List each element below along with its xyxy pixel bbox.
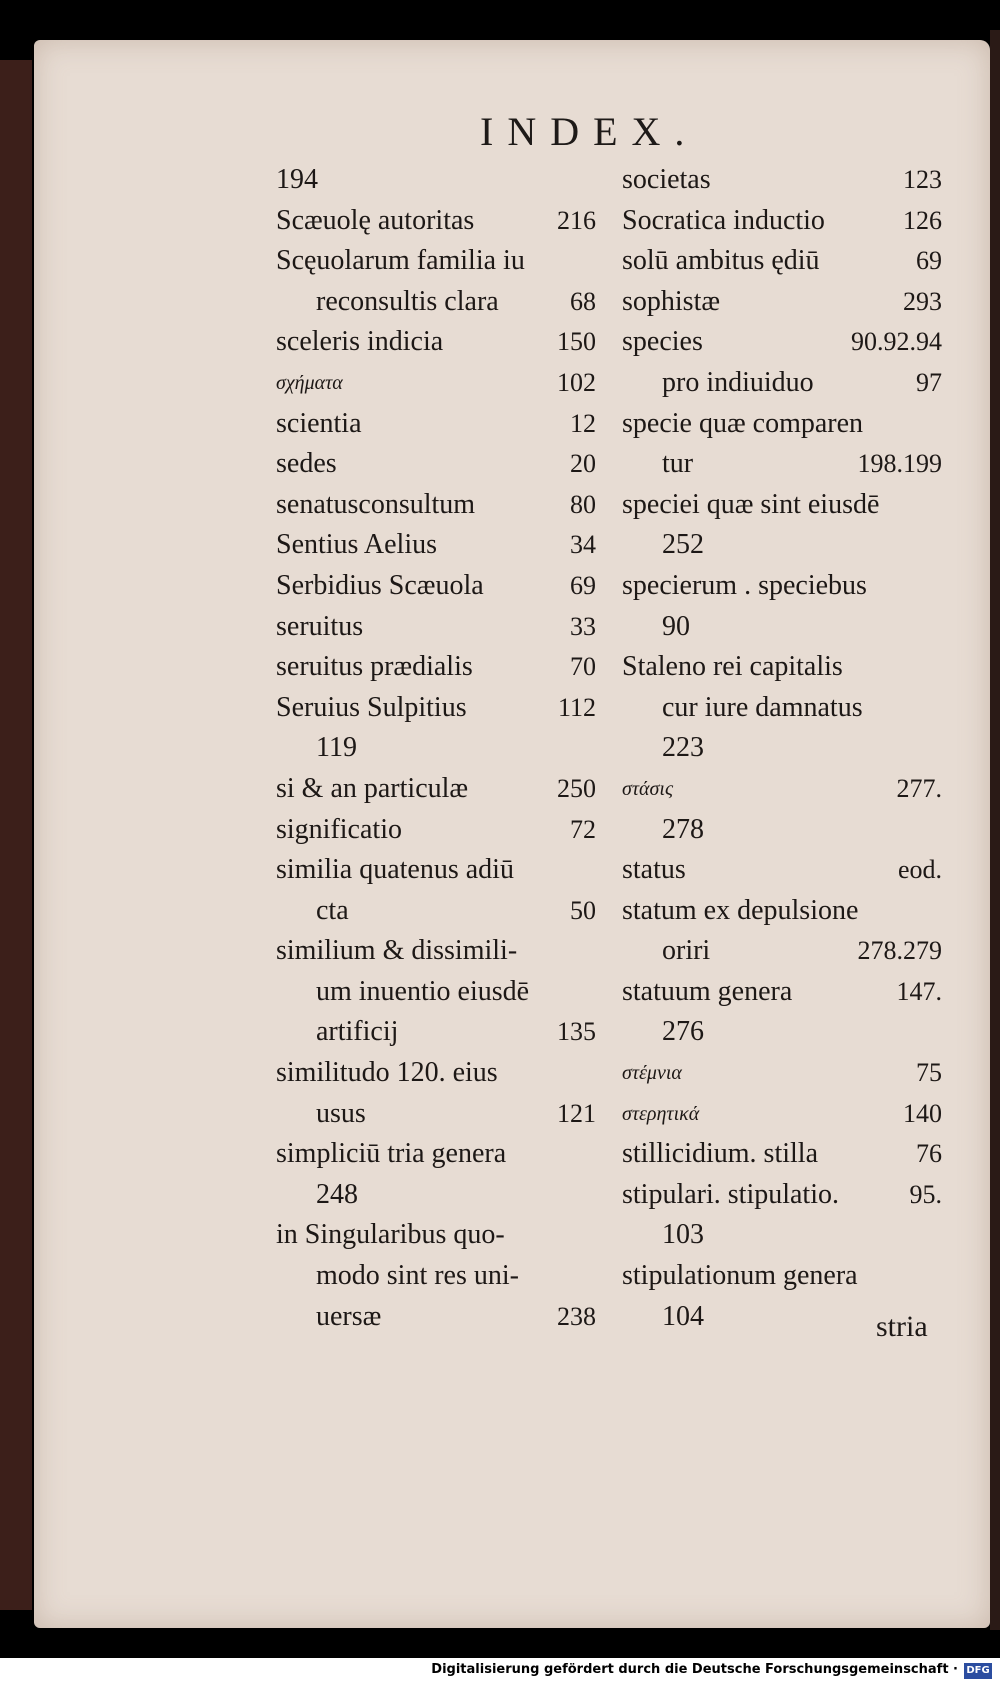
index-term: si & an particulæ: [276, 772, 469, 804]
index-term: Staleno rei capitalis: [622, 651, 843, 683]
index-term: statum ex depulsione: [622, 894, 859, 926]
index-entry: [276, 1053, 596, 1094]
index-term: sedes: [276, 448, 337, 480]
index-entry: [622, 1256, 942, 1297]
page-reference: 123: [903, 165, 942, 194]
index-entry: [622, 363, 942, 404]
index-entry: [276, 241, 596, 282]
index-entry: [622, 688, 942, 729]
index-entry: [276, 931, 596, 972]
index-entry: [622, 647, 942, 688]
index-term: στερητικά: [622, 1102, 700, 1125]
index-entry: [622, 485, 942, 526]
page-reference: 278.279: [857, 936, 942, 966]
index-entry: [276, 160, 596, 201]
book-edge-right: [990, 30, 1000, 1630]
page-reference: 150: [557, 327, 596, 357]
index-entry: [276, 363, 596, 404]
index-entry: [276, 322, 596, 363]
index-term: 194: [276, 164, 318, 195]
index-term: societas: [622, 164, 711, 195]
index-column-right: [622, 160, 942, 1337]
index-entry: [276, 972, 596, 1013]
index-entry: [622, 769, 942, 810]
index-term: stipulationum genera: [622, 1260, 858, 1292]
page-reference: 69: [916, 246, 942, 276]
index-entry: [622, 322, 942, 363]
index-entry: [622, 201, 942, 242]
page-reference: 140: [903, 1098, 942, 1128]
page-reference: 238: [557, 1301, 596, 1331]
index-term: 119: [316, 732, 357, 764]
index-entry: [276, 647, 596, 688]
index-entry: [622, 931, 942, 972]
index-term: Scęuolarum familia iu: [276, 245, 525, 277]
index-term: stipulari. stipulatio.: [622, 1178, 839, 1210]
index-entry: [622, 891, 942, 932]
page-reference: 216: [557, 205, 596, 235]
index-term: similium & dissimili-: [276, 935, 518, 967]
index-term: σχήματα: [276, 371, 343, 394]
index-term: oriri: [662, 935, 711, 967]
index-term: 104: [662, 1300, 704, 1332]
index-term: cta: [316, 894, 349, 926]
index-entry: [622, 810, 942, 851]
index-term: Socratica inductio: [622, 204, 825, 236]
index-entry: [276, 1297, 596, 1338]
index-entry: [622, 1094, 942, 1135]
index-term: seruitus prædialis: [276, 651, 473, 683]
page-reference: 69: [570, 570, 596, 600]
index-entry: [276, 769, 596, 810]
index-term: status: [622, 854, 686, 886]
index-entry: [622, 241, 942, 282]
index-term: speciei quæ sint eiusdē: [622, 488, 880, 520]
page-reference: 112: [557, 692, 596, 722]
index-term: sophistæ: [622, 285, 721, 317]
index-entry: [622, 566, 942, 607]
index-entry: [276, 850, 596, 891]
index-term: significatio: [276, 813, 402, 845]
index-term: reconsultis clara: [316, 285, 499, 317]
index-term: similia quatenus adiū: [276, 854, 514, 886]
index-entry: [622, 160, 942, 201]
dfg-logo: DFG: [964, 1663, 992, 1679]
index-term: artificij: [316, 1016, 399, 1048]
page-reference: 50: [570, 895, 596, 925]
page-reference: 72: [570, 814, 596, 844]
index-entry: [622, 1215, 942, 1256]
index-entry: [276, 566, 596, 607]
page-reference: 90.92.94: [851, 327, 942, 357]
index-term: species: [622, 326, 703, 358]
index-term: scientia: [276, 407, 362, 439]
index-term: 248: [316, 1178, 358, 1210]
index-term: 278: [662, 813, 704, 845]
page-reference: 68: [570, 286, 596, 316]
index-term: 223: [662, 732, 704, 764]
index-entry: [276, 891, 596, 932]
index-entry: [276, 1256, 596, 1297]
page-reference: 75: [916, 1058, 942, 1088]
page-reference: eod.: [897, 855, 942, 885]
index-term: in Singularibus quo-: [276, 1219, 505, 1251]
index-entry: [622, 444, 942, 485]
page-reference: 277.: [896, 773, 942, 803]
index-entry: [622, 404, 942, 445]
index-term: specie quæ comparen: [622, 407, 864, 439]
index-entry: [276, 607, 596, 648]
index-term: um inuentio eiusdē: [316, 975, 530, 1007]
index-term: cur iure damnatus: [662, 691, 863, 723]
index-term: στέμνια: [622, 1062, 682, 1085]
index-term: Serbidius Scæuola: [276, 569, 484, 601]
page-reference: 293: [903, 286, 942, 316]
index-term: 103: [662, 1219, 704, 1251]
index-term: modo sint res uni-: [316, 1260, 519, 1292]
page-reference: 102: [557, 367, 596, 397]
index-term: solū ambitus ędiū: [622, 245, 820, 277]
index-term: usus: [316, 1097, 366, 1129]
index-term: senatusconsultum: [276, 488, 476, 520]
index-entry: [622, 1012, 942, 1053]
page-reference: 80: [570, 489, 596, 519]
index-term: tur: [662, 448, 694, 480]
index-term: 276: [662, 1016, 704, 1048]
page-reference: 76: [916, 1139, 942, 1169]
page-reference: 147.: [896, 976, 942, 1006]
index-entry: [276, 810, 596, 851]
index-entry: [622, 607, 942, 648]
book-edge-left: [0, 60, 32, 1610]
page-reference: 135: [557, 1017, 596, 1047]
index-entry: [622, 525, 942, 566]
page-reference: 198.199: [857, 449, 942, 479]
page-reference: 20: [570, 449, 596, 479]
index-term: Scæuolę autoritas: [276, 204, 475, 236]
index-entry: [276, 1175, 596, 1216]
page-reference: 126: [903, 205, 942, 235]
index-entry: [622, 850, 942, 891]
index-entry: [276, 282, 596, 323]
page-reference: 121: [557, 1098, 596, 1128]
index-term: pro indiuiduo: [662, 366, 814, 398]
index-entry: [276, 201, 596, 242]
index-entry: [276, 1094, 596, 1135]
page-reference: 70: [570, 652, 596, 682]
index-entry: [276, 1134, 596, 1175]
index-term: στάσις: [622, 777, 674, 800]
page-title: INDEX.: [480, 109, 699, 154]
index-term: Seruius Sulpitius: [276, 691, 467, 723]
index-entry: [276, 485, 596, 526]
page-reference: 33: [570, 611, 596, 641]
index-entry: [622, 1134, 942, 1175]
index-term: sceleris indicia: [276, 326, 444, 358]
index-term: statuum genera: [622, 975, 793, 1007]
page-reference: 12: [570, 408, 596, 438]
index-term: 90: [662, 610, 690, 642]
index-entry: [276, 1215, 596, 1256]
index-entry: [622, 972, 942, 1013]
index-entry: [622, 1175, 942, 1216]
page-reference: 95.: [909, 1179, 942, 1209]
page-reference: 97: [916, 367, 942, 397]
index-entry: [276, 404, 596, 445]
index-entry: [276, 728, 596, 769]
index-entry: [276, 688, 596, 729]
index-entry: [622, 282, 942, 323]
page-reference: 34: [570, 530, 596, 560]
index-entry: [276, 1012, 596, 1053]
index-entry: [276, 444, 596, 485]
footer-bar: [0, 1658, 1000, 1686]
footer-credit: Digitalisierung gefördert durch die Deutsche Forschungsgemeinschaft ·: [431, 1662, 958, 1677]
page-reference: 250: [557, 773, 596, 803]
catchword: stria: [876, 1310, 928, 1343]
index-term: 252: [662, 529, 704, 561]
index-column-left: [276, 160, 596, 1337]
index-entry: [622, 1053, 942, 1094]
index-term: simpliciū tria genera: [276, 1138, 507, 1170]
index-term: Sentius Aelius: [276, 529, 438, 561]
index-term: similitudo 120. eius: [276, 1057, 498, 1089]
index-entry: [622, 728, 942, 769]
index-term: stillicidium. stilla: [622, 1138, 818, 1170]
index-term: seruitus: [276, 610, 364, 642]
index-term: specierum . speciebus: [622, 569, 867, 601]
index-entry: [276, 525, 596, 566]
index-term: uersæ: [316, 1300, 382, 1332]
